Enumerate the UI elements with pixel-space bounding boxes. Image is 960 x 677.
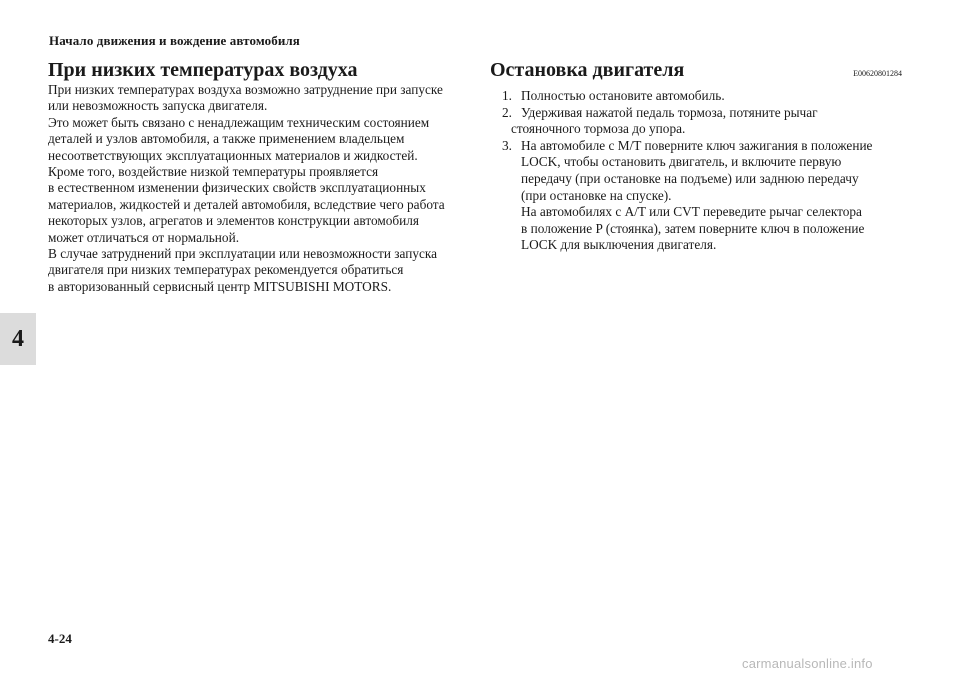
section-heading-cold-weather: При низких температурах воздуха — [48, 59, 358, 81]
text-line: деталей и узлов автомобиля, а также применением владельцем — [48, 131, 405, 147]
step-text: стояночного тормоза до упора. — [511, 121, 686, 137]
step-text: На автомобиле с M/T поверните ключ зажигания в положение — [521, 137, 873, 153]
step-text: передачу (при остановке на подъеме) или заднюю передачу — [521, 170, 859, 186]
step-text: Полностью остановите автомобиль. — [521, 88, 725, 103]
step-text: в положение P (стоянка), затем поверните ключ в положение — [521, 220, 865, 236]
step-3 — [490, 138, 902, 155]
step-3-continuation — [490, 188, 902, 205]
text-line: может отличаться от нормальной. — [48, 229, 240, 245]
text-line: некоторых узлов, агрегатов и элементов конструкции автомобиля — [48, 213, 420, 229]
text-line: или невозможность запуска двигателя. — [48, 98, 268, 114]
step-3-continuation — [490, 154, 902, 171]
step-3-continuation — [490, 221, 902, 238]
step-3-continuation — [490, 204, 902, 221]
chapter-number: 4 — [12, 325, 24, 352]
step-number: 2. — [502, 104, 512, 120]
step-2-continuation — [490, 121, 902, 138]
step-1 — [490, 88, 902, 105]
text-line: в авторизованный сервисный центр MITSUBISHI MOTORS. — [48, 278, 392, 294]
cold-weather-text — [48, 82, 464, 295]
engine-stop-heading-row — [490, 58, 902, 82]
watermark-text: carmanualsonline.info — [742, 656, 873, 671]
step-text: LOCK для выключения двигателя. — [521, 237, 717, 253]
step-text: На автомобилях с A/T или CVT переведите рычаг селектора — [521, 204, 862, 220]
step-text: Удерживая нажатой педаль тормоза, потяните рычаг — [521, 104, 818, 120]
page-number: 4-24 — [48, 631, 72, 646]
engine-stop-steps — [490, 88, 902, 254]
step-text: LOCK, чтобы остановить двигатель, и включите первую — [521, 154, 842, 170]
reference-code: E00620801284 — [853, 69, 902, 78]
text-line: Это может быть связано с ненадлежащим техническим состоянием — [48, 114, 430, 130]
running-header: Начало движения и вождение автомобиля — [49, 33, 300, 48]
step-text: (при остановке на спуске). — [521, 187, 672, 203]
text-line: Кроме того, воздействие низкой температуры проявляется — [48, 164, 379, 180]
step-number: 1. — [502, 88, 512, 103]
right-column — [490, 58, 902, 254]
step-number: 3. — [502, 137, 512, 153]
chapter-tab — [0, 313, 36, 365]
text-line: несоответствующих эксплуатационных материалов и жидкостей. — [48, 147, 418, 163]
text-line: В случае затруднений при эксплуатации или невозможности запуска — [48, 246, 438, 262]
step-3-continuation — [490, 171, 902, 188]
left-column — [48, 58, 464, 295]
step-2 — [490, 105, 902, 122]
text-line: материалов, жидкостей и деталей автомобиля, вследствие чего работа — [48, 196, 445, 212]
text-line: При низких температурах воздуха возможно затруднение при запуске — [48, 82, 443, 97]
section-heading-engine-stop: Остановка двигателя — [490, 59, 685, 81]
text-line: двигателя при низких температурах рекомендуется обратиться — [48, 262, 404, 278]
text-line: в естественном изменении физических свойств эксплуатационных — [48, 180, 426, 196]
step-3-continuation — [490, 237, 902, 254]
